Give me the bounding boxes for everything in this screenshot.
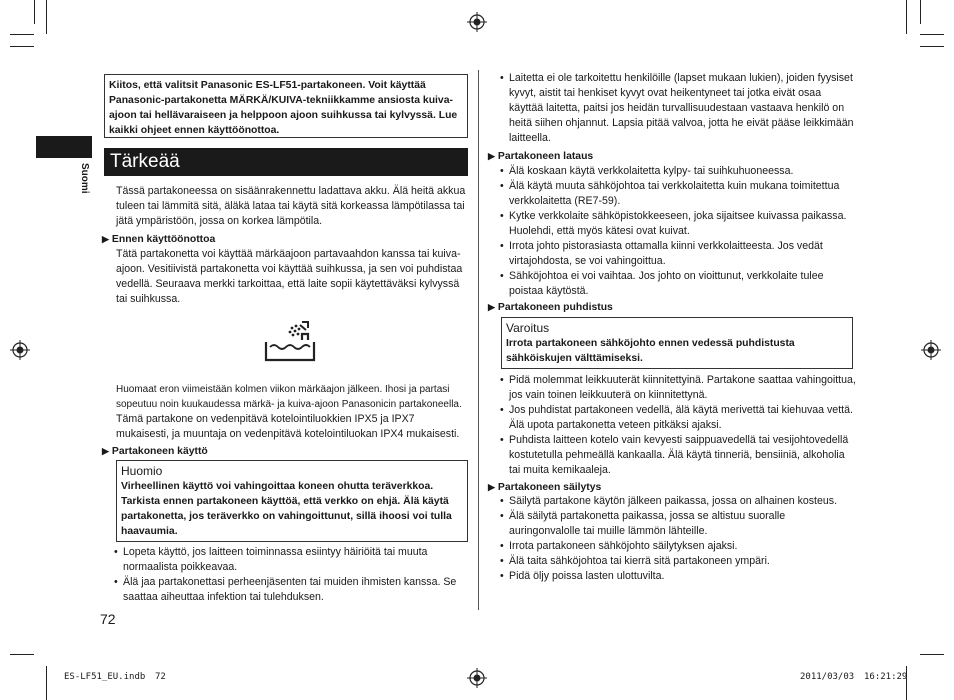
crop-mark xyxy=(10,654,34,655)
arrow-icon: ▶ xyxy=(488,482,495,492)
crop-mark xyxy=(46,0,47,34)
crop-mark xyxy=(920,654,944,655)
list-item: • Sähköjohtoa ei voi vaihtaa. Jos johto on vioittunut, verkkolaite tulee poistaa käytöstä. xyxy=(500,269,856,299)
page-number: 72 xyxy=(100,611,116,627)
list-item: • Säilytä partakone käytön jälkeen paikassa, jossa on alhainen kosteus. xyxy=(500,494,856,509)
waterproof-note: Tämä partakone on vedenpitävä kotelointiluokkien IPX5 ja IPX7 mukaisesti, ja muuntaja on vedenpitävä kotelointiluokan IPX4 mukaisesti. xyxy=(116,413,460,440)
charging-list xyxy=(500,164,856,299)
caution-title: Huomio xyxy=(121,464,163,478)
warning-box xyxy=(501,317,853,369)
warning-text: Irrota partakoneen sähköjohto ennen vedessä puhdistusta sähköiskujen välttämiseksi. xyxy=(506,338,795,364)
caution-box xyxy=(116,460,468,542)
list-item: • Älä käytä muuta sähköjohtoa tai verkkolaitetta kuin mukana toimitettua verkkolaitetta (RE7-59). xyxy=(500,179,856,209)
footer-date: 2011/03/03 xyxy=(800,672,855,682)
section-heading-cleaning xyxy=(488,300,613,315)
language-tab xyxy=(36,136,92,158)
crop-mark xyxy=(10,46,34,47)
crop-mark xyxy=(34,0,35,24)
list-item: • Jos puhdistat partakoneen vedellä, älä käytä merivettä tai kiehuvaa vettä. Älä upota partakonetta veteen pitkäksi ajaksi. xyxy=(500,403,856,433)
arrow-icon: ▶ xyxy=(488,302,495,312)
list-item: • Älä jaa partakonettasi perheenjäsenten tai muiden ihmisten kanssa. Se saattaa aiheuttaa infektion tai tulehduksen. xyxy=(114,575,470,605)
arrow-icon: ▶ xyxy=(488,151,495,161)
heading-label: Partakoneen säilytys xyxy=(497,482,602,493)
crop-mark xyxy=(920,34,944,35)
storage-list xyxy=(500,494,856,584)
section-heading-charging xyxy=(488,149,593,164)
caution-text: Virheellinen käyttö voi vahingoittaa koneen ohutta teräverkkoa. Tarkista ennen partakoneen käyttöä, että verkko on ehjä. Älä käytä partakonetta, jos teräverkko on vahingoittunut, sillä ihoosi voi tulla haavaumia. xyxy=(121,481,452,537)
arrow-icon: ▶ xyxy=(102,234,109,244)
crop-mark xyxy=(920,46,944,47)
registration-mark-icon xyxy=(10,340,30,360)
list-item: • Älä säilytä partakonetta paikassa, jossa se altistuu suoralle auringonvalolle tai muille lämmön lähteille. xyxy=(500,509,856,539)
list-item: • Pidä molemmat leikkuuterät kiinnitettyinä. Partakone saattaa vahingoittua, jos vain toinen leikkuuterä on kiinnitettynä. xyxy=(500,373,856,403)
usage-list xyxy=(114,545,470,605)
wet-dry-description: Tätä partakonetta voi käyttää märkäajoon partavaahdon kanssa tai kuiva-ajoon. Vesitiivistä partakonetta voi käyttää suihkussa, ja sen voi puhdistaa vedellä. Seuraava merkki tarkoittaa, että laite sopii käytettäväksi kylvyssä tai suihkussa. xyxy=(116,248,463,305)
section-heading-before-use xyxy=(102,232,215,247)
persons-list xyxy=(500,71,856,146)
list-item: • Laitetta ei ole tarkoitettu henkilöille (lapset mukaan lukien), joiden fyysiset kyvyt, aistit tai henkiset kyvyt ovat heikentyneet tai jotka eivät osaa käyttää laitetta, paitsi jos heidän turvallisuudestaan vastaava henkilö on heitä siihen ohjannut. Lapsia pitää valvoa, jotta he eivät pääse leikkimään laitteella. xyxy=(500,71,856,146)
list-item: • Älä taita sähköjohtoa tai kierrä sitä partakoneen ympäri. xyxy=(500,554,856,569)
footer-time: 16:21:29 xyxy=(864,672,908,682)
crop-mark xyxy=(906,0,907,34)
registration-mark-icon xyxy=(921,340,941,360)
section-heading-storage xyxy=(488,480,601,495)
language-label: Suomi xyxy=(79,163,90,194)
list-item: • Puhdista laitteen kotelo vain kevyesti saippuavedellä tai vesijohtovedellä kostutetulla pehmeällä kankaalla. Älä käytä tinneriä, bensiiniä, alkoholia tai muita kemikaaleja. xyxy=(500,433,856,478)
heading-label: Partakoneen lataus xyxy=(497,151,594,162)
list-item: • Irrota johto pistorasiasta ottamalla kiinni verkkolaitteesta. Jos vedät virtajohdosta, se voi vahingoittua. xyxy=(500,239,856,269)
crop-mark xyxy=(920,0,921,24)
footer-page: 72 xyxy=(155,672,166,682)
list-item: • Älä koskaan käytä verkkolaitetta kylpy- tai suihkuhuoneessa. xyxy=(500,164,856,179)
intro-box: Kiitos, että valitsit Panasonic ES-LF51-partakoneen. Voit käyttää Panasonic-partakonetta MÄRKÄ/KUIVA-tekniikkamme ansiosta kuiva-ajoon tai hellävaraiseen ja helppoon ajoon suihkussa tai kylvyssä. Lue kaikki ohjeet ennen käyttöönottoa. xyxy=(104,74,468,138)
registration-mark-icon xyxy=(467,12,487,32)
registration-mark-icon xyxy=(467,668,487,688)
page-title: Tärkeää xyxy=(104,148,468,176)
adaptation-note: Huomaat eron viimeistään kolmen viikon märkäajon jälkeen. Ihosi ja partasi sopeutuu noin kuukaudessa märkä- ja kuiva-ajoon Panasonicin partakoneella. xyxy=(116,384,462,410)
heading-label: Partakoneen puhdistus xyxy=(497,302,613,313)
heading-label: Ennen käyttöönottoa xyxy=(111,234,216,245)
list-item: • Lopeta käyttö, jos laitteen toiminnassa esiintyy häiriöitä tai muuta normaalista poikkeavaa. xyxy=(114,545,470,575)
crop-mark xyxy=(46,666,47,700)
list-item: • Irrota partakoneen sähköjohto säilytyksen ajaksi. xyxy=(500,539,856,554)
footer-file: ES-LF51_EU.indb xyxy=(64,672,146,682)
heading-label: Partakoneen käyttö xyxy=(111,446,208,457)
warning-title: Varoitus xyxy=(506,321,550,335)
list-item: • Kytke verkkolaite sähköpistokkeeseen, joka sijaitsee kuivassa paikassa. Huolehdi, että myös kätesi ovat kuivat. xyxy=(500,209,856,239)
bath-shower-icon xyxy=(262,320,320,364)
battery-warning: Tässä partakoneessa on sisäänrakennettu ladattava akku. Älä heitä akkua tuleen tai lämmitä sitä, äläkä lataa tai käytä sitä korkeassa lämpötilassa tai jätä ympäristöön, jossa on korkea lämpötila. xyxy=(116,185,466,227)
arrow-icon: ▶ xyxy=(102,446,109,456)
cleaning-list xyxy=(500,373,856,478)
crop-mark xyxy=(10,34,34,35)
column-divider xyxy=(478,70,479,610)
section-heading-usage xyxy=(102,444,208,459)
list-item: • Pidä öljy poissa lasten ulottuvilta. xyxy=(500,569,856,584)
